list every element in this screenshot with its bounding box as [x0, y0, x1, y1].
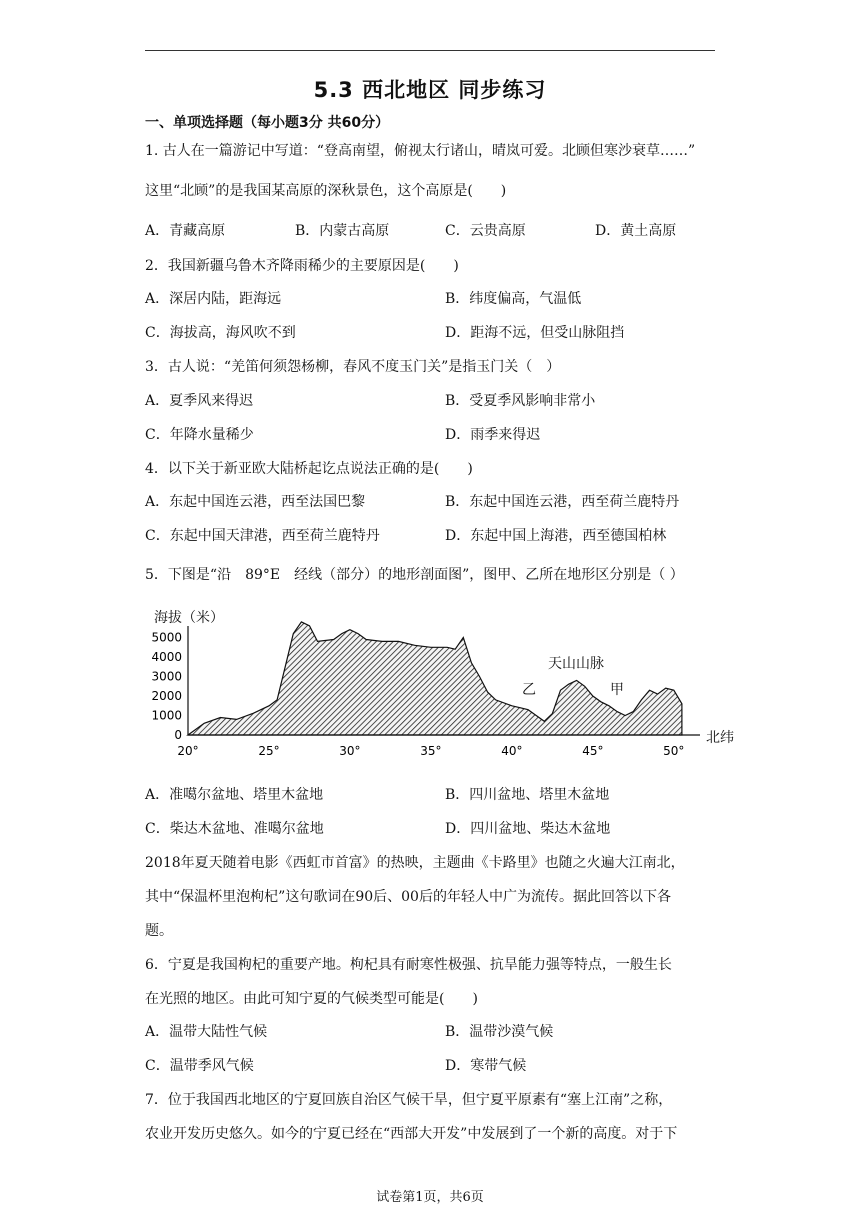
q1-option-a: A．青藏高原: [145, 223, 226, 239]
x-tick-label: 30°: [339, 744, 361, 758]
q4-text: 4．以下关于新亚欧大陆桥起讫点说法正确的是( ): [145, 461, 473, 477]
q6-line2: 在光照的地区。由此可知宁夏的气候类型可能是( ): [145, 991, 478, 1007]
q6-line1: 6．宁夏是我国枸杞的重要产地。枸杞具有耐寒性极强、抗旱能力强等特点，一般生长: [145, 957, 672, 973]
header-rule: [145, 50, 715, 51]
q7-line2: 农业开发历史悠久。如今的宁夏已经在“西部大开发”中发展到了一个新的高度。对于下: [145, 1126, 678, 1142]
y-tick-label: 1000: [151, 708, 182, 723]
intro-line1: 2018年夏天随着电影《西虹市首富》的热映，主题曲《卡路里》也随之火遍大江南北，: [145, 855, 685, 871]
q2-option-c: C．海拔高，海风吹不到: [145, 325, 296, 341]
q3-option-c: C．年降水量稀少: [145, 427, 254, 443]
y-tick-labels: [151, 631, 182, 743]
q4-option-c: C．东起中国天津港，西至荷兰鹿特丹: [145, 528, 380, 544]
x-tick-label: 50°: [663, 744, 685, 758]
x-tick-label: 20°: [177, 744, 199, 758]
section-heading: 一、单项选择题（每小题3分 共60分）: [145, 115, 390, 131]
intro-line3: 题。: [145, 923, 173, 939]
q5-option-b: B．四川盆地、塔里木盆地: [445, 787, 610, 803]
q2-option-d: D．距海不远，但受山脉阻挡: [445, 325, 625, 341]
q4-option-b: B．东起中国连云港，西至荷兰鹿特丹: [445, 494, 680, 510]
q1-line2: 这里“北顾”的是我国某高原的深秋景色，这个高原是( ): [145, 183, 507, 199]
q5-option-a: A．准噶尔盆地、塔里木盆地: [145, 787, 324, 803]
q2-option-b: B．纬度偏高，气温低: [445, 291, 582, 307]
terrain-profile-area: [188, 622, 682, 735]
terrain-profile-chart: [140, 600, 740, 770]
x-tick-labels: [177, 744, 684, 758]
q1-option-b: B．内蒙古高原: [295, 223, 390, 239]
y-tick-label: 2000: [151, 689, 182, 703]
page-title: 5.3 西北地区 同步练习: [313, 78, 547, 102]
annotation-tianshan: 天山山脉: [548, 656, 604, 672]
q2-text: 2．我国新疆乌鲁木齐降雨稀少的主要原因是( ): [145, 258, 459, 274]
x-tick-label: 45°: [582, 744, 604, 758]
q5-text: 5．下图是“沿 89°E 经线（部分）的地形剖面图”，图甲、乙所在地形区分别是（ ）: [145, 567, 684, 583]
x-tick-label: 40°: [501, 744, 523, 758]
y-tick-label: 4000: [151, 650, 182, 664]
q1-option-d: D．黄土高原: [595, 223, 677, 239]
x-tick-label: 25°: [258, 744, 280, 758]
q5-option-c: C．柴达木盆地、准噶尔盆地: [145, 821, 324, 837]
q6-option-a: A．温带大陆性气候: [145, 1024, 268, 1040]
q3-option-a: A．夏季风来得迟: [145, 393, 254, 409]
x-axis-label: 北纬: [706, 730, 734, 746]
y-tick-label: 3000: [151, 669, 182, 684]
q1-option-c: C．云贵高原: [445, 223, 526, 239]
q4-option-a: A．东起中国连云港，西至法国巴黎: [145, 494, 366, 510]
q7-line1: 7．位于我国西北地区的宁夏回族自治区气候干旱，但宁夏平原素有“塞上江南”之称，: [145, 1092, 673, 1108]
q4-option-d: D．东起中国上海港，西至德国柏林: [445, 528, 667, 544]
q1-line1: 1. 古人在一篇游记中写道：“登高南望，俯视太行诸山，晴岚可爱。北顾但寒沙衰草……”: [145, 143, 696, 159]
q3-option-d: D．雨季来得迟: [445, 427, 541, 443]
y-axis-label: 海拔（米）: [154, 610, 224, 626]
q5-option-d: D．四川盆地、柴达木盆地: [445, 821, 611, 837]
page-footer: 试卷第1页，共6页: [376, 1190, 484, 1205]
annotation-yi: 乙: [522, 682, 536, 698]
q3-option-b: B．受夏季风影响非常小: [445, 393, 596, 409]
intro-line2: 其中“保温杯里泡枸杞”这句歌词在90后、00后的年轻人中广为流传。据此回答以下各: [145, 889, 671, 905]
annotation-jia: 甲: [610, 682, 624, 698]
q2-option-a: A．深居内陆，距海远: [145, 291, 282, 307]
q6-option-c: C．温带季风气候: [145, 1058, 254, 1074]
y-tick-label: 0: [174, 728, 182, 742]
x-tick-label: 35°: [420, 744, 442, 758]
q3-text: 3．古人说：“羌笛何须怨杨柳，春风不度玉门关”是指玉门关（ ）: [145, 359, 561, 375]
q6-option-b: B．温带沙漠气候: [445, 1024, 554, 1040]
y-tick-label: 5000: [151, 630, 182, 645]
q6-option-d: D．寒带气候: [445, 1058, 527, 1074]
